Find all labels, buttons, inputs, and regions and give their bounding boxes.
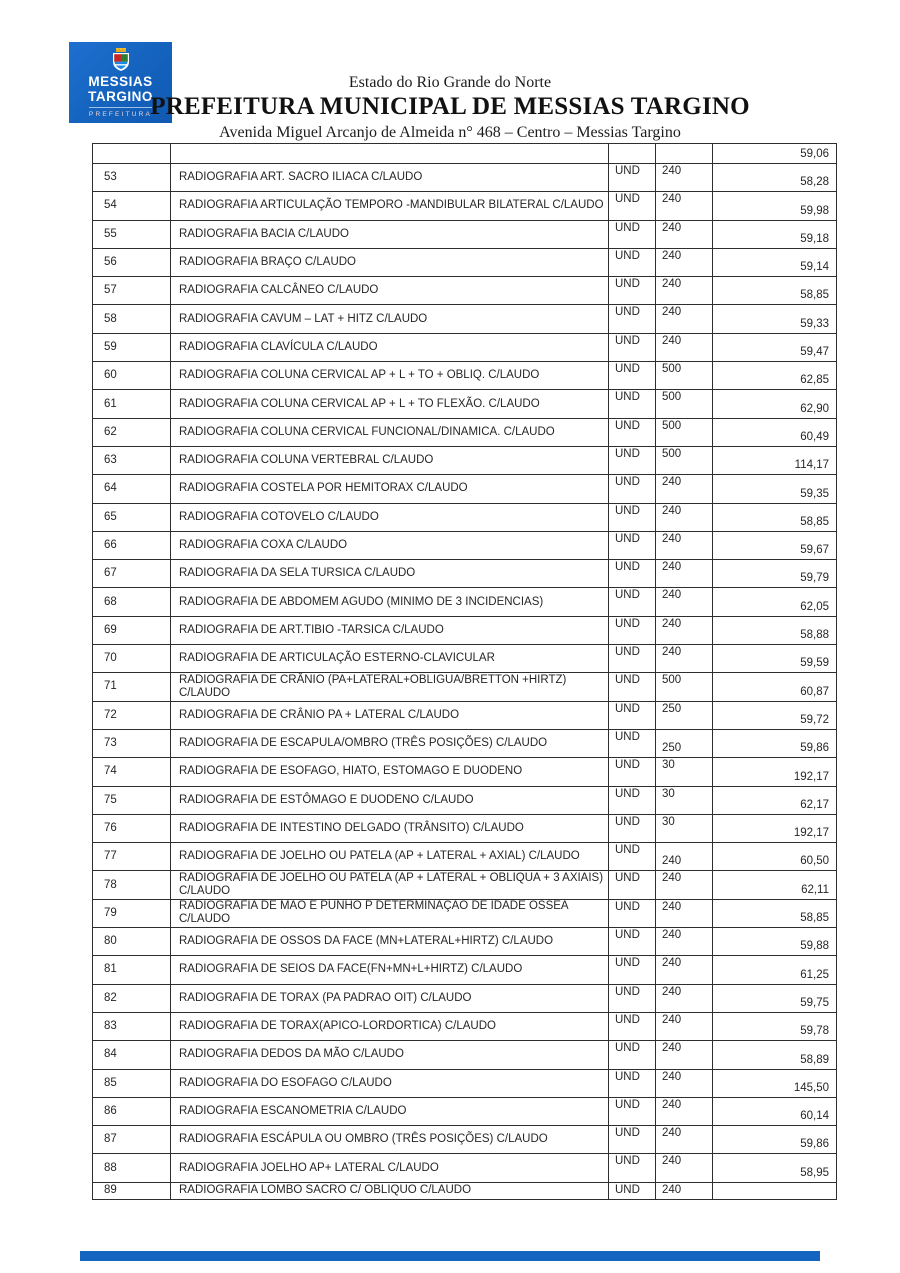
- table-row: [93, 1012, 837, 1040]
- table-row: [93, 277, 837, 305]
- price-cell: 58,89: [713, 1041, 837, 1069]
- item-number-cell: 68: [93, 588, 171, 616]
- item-number-cell: 60: [93, 362, 171, 390]
- item-number-cell: 84: [93, 1041, 171, 1069]
- item-number-cell: 61: [93, 390, 171, 418]
- unit-cell: UND: [609, 1012, 656, 1040]
- quantity-cell: 240: [656, 1069, 713, 1097]
- quantity-cell: 240: [656, 1012, 713, 1040]
- price-cell: 114,17: [713, 446, 837, 474]
- unit-cell: UND: [609, 729, 656, 757]
- quantity-cell: 240: [656, 1097, 713, 1125]
- item-number-cell: 73: [93, 729, 171, 757]
- item-number-cell: 74: [93, 758, 171, 786]
- price-cell: 58,95: [713, 1154, 837, 1182]
- unit-cell: UND: [609, 475, 656, 503]
- unit-cell: UND: [609, 305, 656, 333]
- table-row: [93, 843, 837, 871]
- unit-cell: UND: [609, 701, 656, 729]
- description-cell: RADIOGRAFIA DE TORAX (PA PADRAO OIT) C/LAUDO: [171, 984, 609, 1012]
- description-cell: RADIOGRAFIA BACIA C/LAUDO: [171, 220, 609, 248]
- table-row: [93, 192, 837, 220]
- unit-cell: UND: [609, 164, 656, 192]
- item-number-cell: 53: [93, 164, 171, 192]
- price-cell: 60,87: [713, 673, 837, 701]
- unit-cell: UND: [609, 390, 656, 418]
- description-cell: RADIOGRAFIA CLAVÍCULA C/LAUDO: [171, 333, 609, 361]
- quantity-cell: 240: [656, 956, 713, 984]
- item-number-cell: 57: [93, 277, 171, 305]
- price-cell: [713, 1182, 837, 1199]
- description-cell: RADIOGRAFIA DE INTESTINO DELGADO (TRÂNSITO) C/LAUDO: [171, 814, 609, 842]
- table-row: [93, 673, 837, 701]
- price-cell: 59,78: [713, 1012, 837, 1040]
- table-row: [93, 362, 837, 390]
- description-cell: RADIOGRAFIA DE ESTÔMAGO E DUODENO C/LAUDO: [171, 786, 609, 814]
- description-cell: RADIOGRAFIA DE OSSOS DA FACE (MN+LATERAL+HIRTZ) C/LAUDO: [171, 928, 609, 956]
- price-cell: 58,85: [713, 277, 837, 305]
- quantity-cell: 500: [656, 390, 713, 418]
- price-cell: 59,47: [713, 333, 837, 361]
- table-row: [93, 899, 837, 927]
- quantity-cell: 240: [656, 248, 713, 276]
- item-number-cell: 80: [93, 928, 171, 956]
- unit-cell: UND: [609, 843, 656, 871]
- price-cell: 59,86: [713, 1126, 837, 1154]
- quantity-cell: 240: [656, 560, 713, 588]
- page-title: PREFEITURA MUNICIPAL DE MESSIAS TARGINO: [150, 93, 750, 120]
- item-number-cell: 82: [93, 984, 171, 1012]
- item-number-cell: 67: [93, 560, 171, 588]
- unit-cell: UND: [609, 673, 656, 701]
- description-cell: RADIOGRAFIA ART. SACRO ILIACA C/LAUDO: [171, 164, 609, 192]
- item-number-cell: 76: [93, 814, 171, 842]
- logo-name-line1: MESSIAS: [88, 74, 153, 89]
- quantity-cell: 240: [656, 1126, 713, 1154]
- description-cell: RADIOGRAFIA DE ESOFAGO, HIATO, ESTOMAGO E DUODENO: [171, 758, 609, 786]
- unit-cell: UND: [609, 1126, 656, 1154]
- unit-cell: UND: [609, 645, 656, 673]
- unit-cell: UND: [609, 277, 656, 305]
- description-cell: RADIOGRAFIA DE ABDOMEM AGUDO (MINIMO DE 3 INCIDENCIAS): [171, 588, 609, 616]
- unit-cell: UND: [609, 503, 656, 531]
- quantity-cell: 500: [656, 418, 713, 446]
- unit-cell: UND: [609, 362, 656, 390]
- table-row: [93, 1182, 837, 1199]
- price-cell: 59,35: [713, 475, 837, 503]
- item-number-cell: 55: [93, 220, 171, 248]
- price-cell: 62,85: [713, 362, 837, 390]
- price-cell: 62,90: [713, 390, 837, 418]
- unit-cell: UND: [609, 871, 656, 899]
- unit-cell: UND: [609, 588, 656, 616]
- carryover-row: [93, 144, 837, 164]
- price-cell: 59,98: [713, 192, 837, 220]
- quantity-cell: 240: [656, 333, 713, 361]
- table-row: [93, 701, 837, 729]
- description-cell: RADIOGRAFIA DEDOS DA MÃO C/LAUDO: [171, 1041, 609, 1069]
- quantity-cell: 240: [656, 277, 713, 305]
- quantity-cell: 240: [656, 928, 713, 956]
- table-row: [93, 446, 837, 474]
- table-row: [93, 729, 837, 757]
- description-cell: RADIOGRAFIA DE ESCAPULA/OMBRO (TRÊS POSIÇÕES) C/LAUDO: [171, 729, 609, 757]
- item-number-cell: 87: [93, 1126, 171, 1154]
- item-number-cell: 54: [93, 192, 171, 220]
- description-cell: RADIOGRAFIA BRAÇO C/LAUDO: [171, 248, 609, 276]
- price-cell: 59,59: [713, 645, 837, 673]
- quantity-cell: 240: [656, 220, 713, 248]
- table-row: [93, 616, 837, 644]
- table-row: [93, 984, 837, 1012]
- city-crest-icon: [108, 47, 134, 73]
- item-number-cell: 81: [93, 956, 171, 984]
- description-cell: RADIOGRAFIA DE ART.TIBIO -TARSICA C/LAUDO: [171, 616, 609, 644]
- price-cell: 59,14: [713, 248, 837, 276]
- item-number-cell: 63: [93, 446, 171, 474]
- description-cell: RADIOGRAFIA DE MÃO E PUNHO P DETERMINAÇÃO DE IDADE OSSEA C/LAUDO: [171, 899, 609, 927]
- description-cell: RADIOGRAFIA COLUNA CERVICAL FUNCIONAL/DINAMICA. C/LAUDO: [171, 418, 609, 446]
- price-cell: 59,79: [713, 560, 837, 588]
- table-row: [93, 588, 837, 616]
- description-cell: RADIOGRAFIA DE SEIOS DA FACE(FN+MN+L+HIRTZ) C/LAUDO: [171, 956, 609, 984]
- description-cell: RADIOGRAFIA COTOVELO C/LAUDO: [171, 503, 609, 531]
- unit-cell: UND: [609, 446, 656, 474]
- description-cell: RADIOGRAFIA DO ESOFAGO C/LAUDO: [171, 1069, 609, 1097]
- quantity-cell: 240: [656, 192, 713, 220]
- quantity-cell: 240: [656, 475, 713, 503]
- quantity-cell: 240: [656, 164, 713, 192]
- price-cell: 58,88: [713, 616, 837, 644]
- price-cell: 59,72: [713, 701, 837, 729]
- item-number-cell: 64: [93, 475, 171, 503]
- price-cell: 62,17: [713, 786, 837, 814]
- table-row: [93, 1069, 837, 1097]
- item-number-cell: 59: [93, 333, 171, 361]
- table-row: [93, 164, 837, 192]
- quantity-cell: 240: [656, 305, 713, 333]
- unit-cell: UND: [609, 192, 656, 220]
- quantity-cell: 240: [656, 588, 713, 616]
- item-number-cell: 77: [93, 843, 171, 871]
- table-row: [93, 786, 837, 814]
- description-cell: RADIOGRAFIA COLUNA CERVICAL AP + L + TO FLEXÃO. C/LAUDO: [171, 390, 609, 418]
- price-cell: 145,50: [713, 1069, 837, 1097]
- price-cell: 60,49: [713, 418, 837, 446]
- table-row: [93, 333, 837, 361]
- table-row: [93, 305, 837, 333]
- price-cell: 62,11: [713, 871, 837, 899]
- description-cell: RADIOGRAFIA DA SELA TURSICA C/LAUDO: [171, 560, 609, 588]
- unit-cell: UND: [609, 1097, 656, 1125]
- price-cell: 59,33: [713, 305, 837, 333]
- price-cell: 59,75: [713, 984, 837, 1012]
- description-cell: RADIOGRAFIA DE TORAX(APICO-LORDORTICA) C/LAUDO: [171, 1012, 609, 1040]
- unit-cell: UND: [609, 248, 656, 276]
- description-cell: RADIOGRAFIA COLUNA VERTEBRAL C/LAUDO: [171, 446, 609, 474]
- unit-cell: UND: [609, 418, 656, 446]
- item-number-cell: 66: [93, 531, 171, 559]
- table-row: [93, 531, 837, 559]
- description-cell: RADIOGRAFIA COXA C/LAUDO: [171, 531, 609, 559]
- table-row: [93, 220, 837, 248]
- description-cell: RADIOGRAFIA COSTELA POR HEMITORAX C/LAUDO: [171, 475, 609, 503]
- item-number-cell: 79: [93, 899, 171, 927]
- description-cell: RADIOGRAFIA DE JOELHO OU PATELA (AP + LATERAL + OBLIQUA + 3 AXIAIS) C/LAUDO: [171, 871, 609, 899]
- price-cell: 61,25: [713, 956, 837, 984]
- quantity-cell: 240: [656, 984, 713, 1012]
- table-row: [93, 758, 837, 786]
- description-cell: RADIOGRAFIA DE ARTICULAÇÃO ESTERNO-CLAVICULAR: [171, 645, 609, 673]
- unit-cell: UND: [609, 814, 656, 842]
- quantity-cell: 240: [656, 871, 713, 899]
- quantity-cell: 30: [656, 758, 713, 786]
- table-row: [93, 1097, 837, 1125]
- item-number-cell: 88: [93, 1154, 171, 1182]
- unit-cell: UND: [609, 786, 656, 814]
- description-cell: RADIOGRAFIA LOMBO SACRO C/ OBLIQUO C/LAUDO: [171, 1182, 609, 1199]
- description-cell: RADIOGRAFIA CAVUM – LAT + HITZ C/LAUDO: [171, 305, 609, 333]
- unit-cell: UND: [609, 560, 656, 588]
- quantity-cell: 250: [656, 729, 713, 757]
- item-number-cell: 83: [93, 1012, 171, 1040]
- unit-cell: UND: [609, 531, 656, 559]
- quantity-cell: 240: [656, 843, 713, 871]
- quantity-cell: 240: [656, 1154, 713, 1182]
- table-row: [93, 560, 837, 588]
- table-row: [93, 1126, 837, 1154]
- price-cell: 60,50: [713, 843, 837, 871]
- quantity-cell: [656, 144, 713, 164]
- table-row: [93, 248, 837, 276]
- unit-cell: UND: [609, 616, 656, 644]
- table-row: [93, 1154, 837, 1182]
- quantity-cell: 240: [656, 899, 713, 927]
- item-number-cell: 56: [93, 248, 171, 276]
- unit-cell: UND: [609, 1069, 656, 1097]
- table-row: [93, 814, 837, 842]
- unit-cell: UND: [609, 984, 656, 1012]
- table-row: [93, 645, 837, 673]
- item-number-cell: 58: [93, 305, 171, 333]
- item-number-cell: 62: [93, 418, 171, 446]
- table-row: [93, 871, 837, 899]
- table-row: [93, 503, 837, 531]
- table-row: [93, 928, 837, 956]
- quantity-cell: 240: [656, 1182, 713, 1199]
- footer-bar: [80, 1251, 820, 1261]
- table-row: [93, 418, 837, 446]
- price-cell: 59,86: [713, 729, 837, 757]
- table-row: [93, 956, 837, 984]
- quantity-cell: 250: [656, 701, 713, 729]
- unit-cell: UND: [609, 928, 656, 956]
- quantity-cell: 30: [656, 786, 713, 814]
- quantity-cell: 240: [656, 616, 713, 644]
- item-number-cell: 70: [93, 645, 171, 673]
- unit-cell: UND: [609, 1041, 656, 1069]
- state-line: Estado do Rio Grande do Norte: [348, 74, 552, 91]
- description-cell: RADIOGRAFIA ESCÁPULA OU OMBRO (TRÊS POSIÇÕES) C/LAUDO: [171, 1126, 609, 1154]
- description-cell: RADIOGRAFIA ESCANOMETRIA C/LAUDO: [171, 1097, 609, 1125]
- item-number-cell: 78: [93, 871, 171, 899]
- quantity-cell: 240: [656, 645, 713, 673]
- quantity-cell: 240: [656, 531, 713, 559]
- price-cell: 60,14: [713, 1097, 837, 1125]
- price-cell: 192,17: [713, 814, 837, 842]
- unit-cell: UND: [609, 1154, 656, 1182]
- item-number-cell: 71: [93, 673, 171, 701]
- description-cell: RADIOGRAFIA CALCÂNEO C/LAUDO: [171, 277, 609, 305]
- price-cell: 58,85: [713, 899, 837, 927]
- description-cell: RADIOGRAFIA ARTICULAÇÃO TEMPORO -MANDIBULAR BILATERAL C/LAUDO: [171, 192, 609, 220]
- item-number-cell: 75: [93, 786, 171, 814]
- quantity-cell: 240: [656, 1041, 713, 1069]
- table-row: [93, 1041, 837, 1069]
- unit-cell: [609, 144, 656, 164]
- description-cell: RADIOGRAFIA DE CRÂNIO PA + LATERAL C/LAUDO: [171, 701, 609, 729]
- item-number-cell: [93, 144, 171, 164]
- item-number-cell: 65: [93, 503, 171, 531]
- unit-cell: UND: [609, 899, 656, 927]
- item-number-cell: 85: [93, 1069, 171, 1097]
- quantity-cell: 500: [656, 362, 713, 390]
- item-number-cell: 86: [93, 1097, 171, 1125]
- item-number-cell: 89: [93, 1182, 171, 1199]
- price-cell: 59,88: [713, 928, 837, 956]
- item-number-cell: 72: [93, 701, 171, 729]
- logo-name-line2: TARGINO: [88, 89, 153, 104]
- quantity-cell: 240: [656, 503, 713, 531]
- unit-cell: UND: [609, 758, 656, 786]
- unit-cell: UND: [609, 1182, 656, 1199]
- table-row: [93, 390, 837, 418]
- description-cell: RADIOGRAFIA DE JOELHO OU PATELA (AP + LATERAL + AXIAL) C/LAUDO: [171, 843, 609, 871]
- unit-cell: UND: [609, 333, 656, 361]
- price-cell: 62,05: [713, 588, 837, 616]
- address-line: Avenida Miguel Arcanjo de Almeida n° 468 – Centro – Messias Targino: [219, 124, 681, 141]
- unit-cell: UND: [609, 220, 656, 248]
- unit-cell: UND: [609, 956, 656, 984]
- price-table: [92, 143, 837, 1200]
- item-number-cell: 69: [93, 616, 171, 644]
- price-cell: 58,28: [713, 164, 837, 192]
- description-cell: RADIOGRAFIA DE CRÂNIO (PA+LATERAL+OBLIGUA/BRETTON +HIRTZ) C/LAUDO: [171, 673, 609, 701]
- quantity-cell: 500: [656, 446, 713, 474]
- price-cell: 59,06: [713, 144, 837, 164]
- description-cell: [171, 144, 609, 164]
- description-cell: RADIOGRAFIA JOELHO AP+ LATERAL C/LAUDO: [171, 1154, 609, 1182]
- table-body: [93, 144, 837, 1200]
- quantity-cell: 30: [656, 814, 713, 842]
- table-row: [93, 475, 837, 503]
- logo-subtitle: PREFEITURA: [89, 107, 152, 118]
- price-cell: 59,18: [713, 220, 837, 248]
- price-cell: 192,17: [713, 758, 837, 786]
- price-cell: 59,67: [713, 531, 837, 559]
- description-cell: RADIOGRAFIA COLUNA CERVICAL AP + L + TO + OBLIQ. C/LAUDO: [171, 362, 609, 390]
- quantity-cell: 500: [656, 673, 713, 701]
- price-cell: 58,85: [713, 503, 837, 531]
